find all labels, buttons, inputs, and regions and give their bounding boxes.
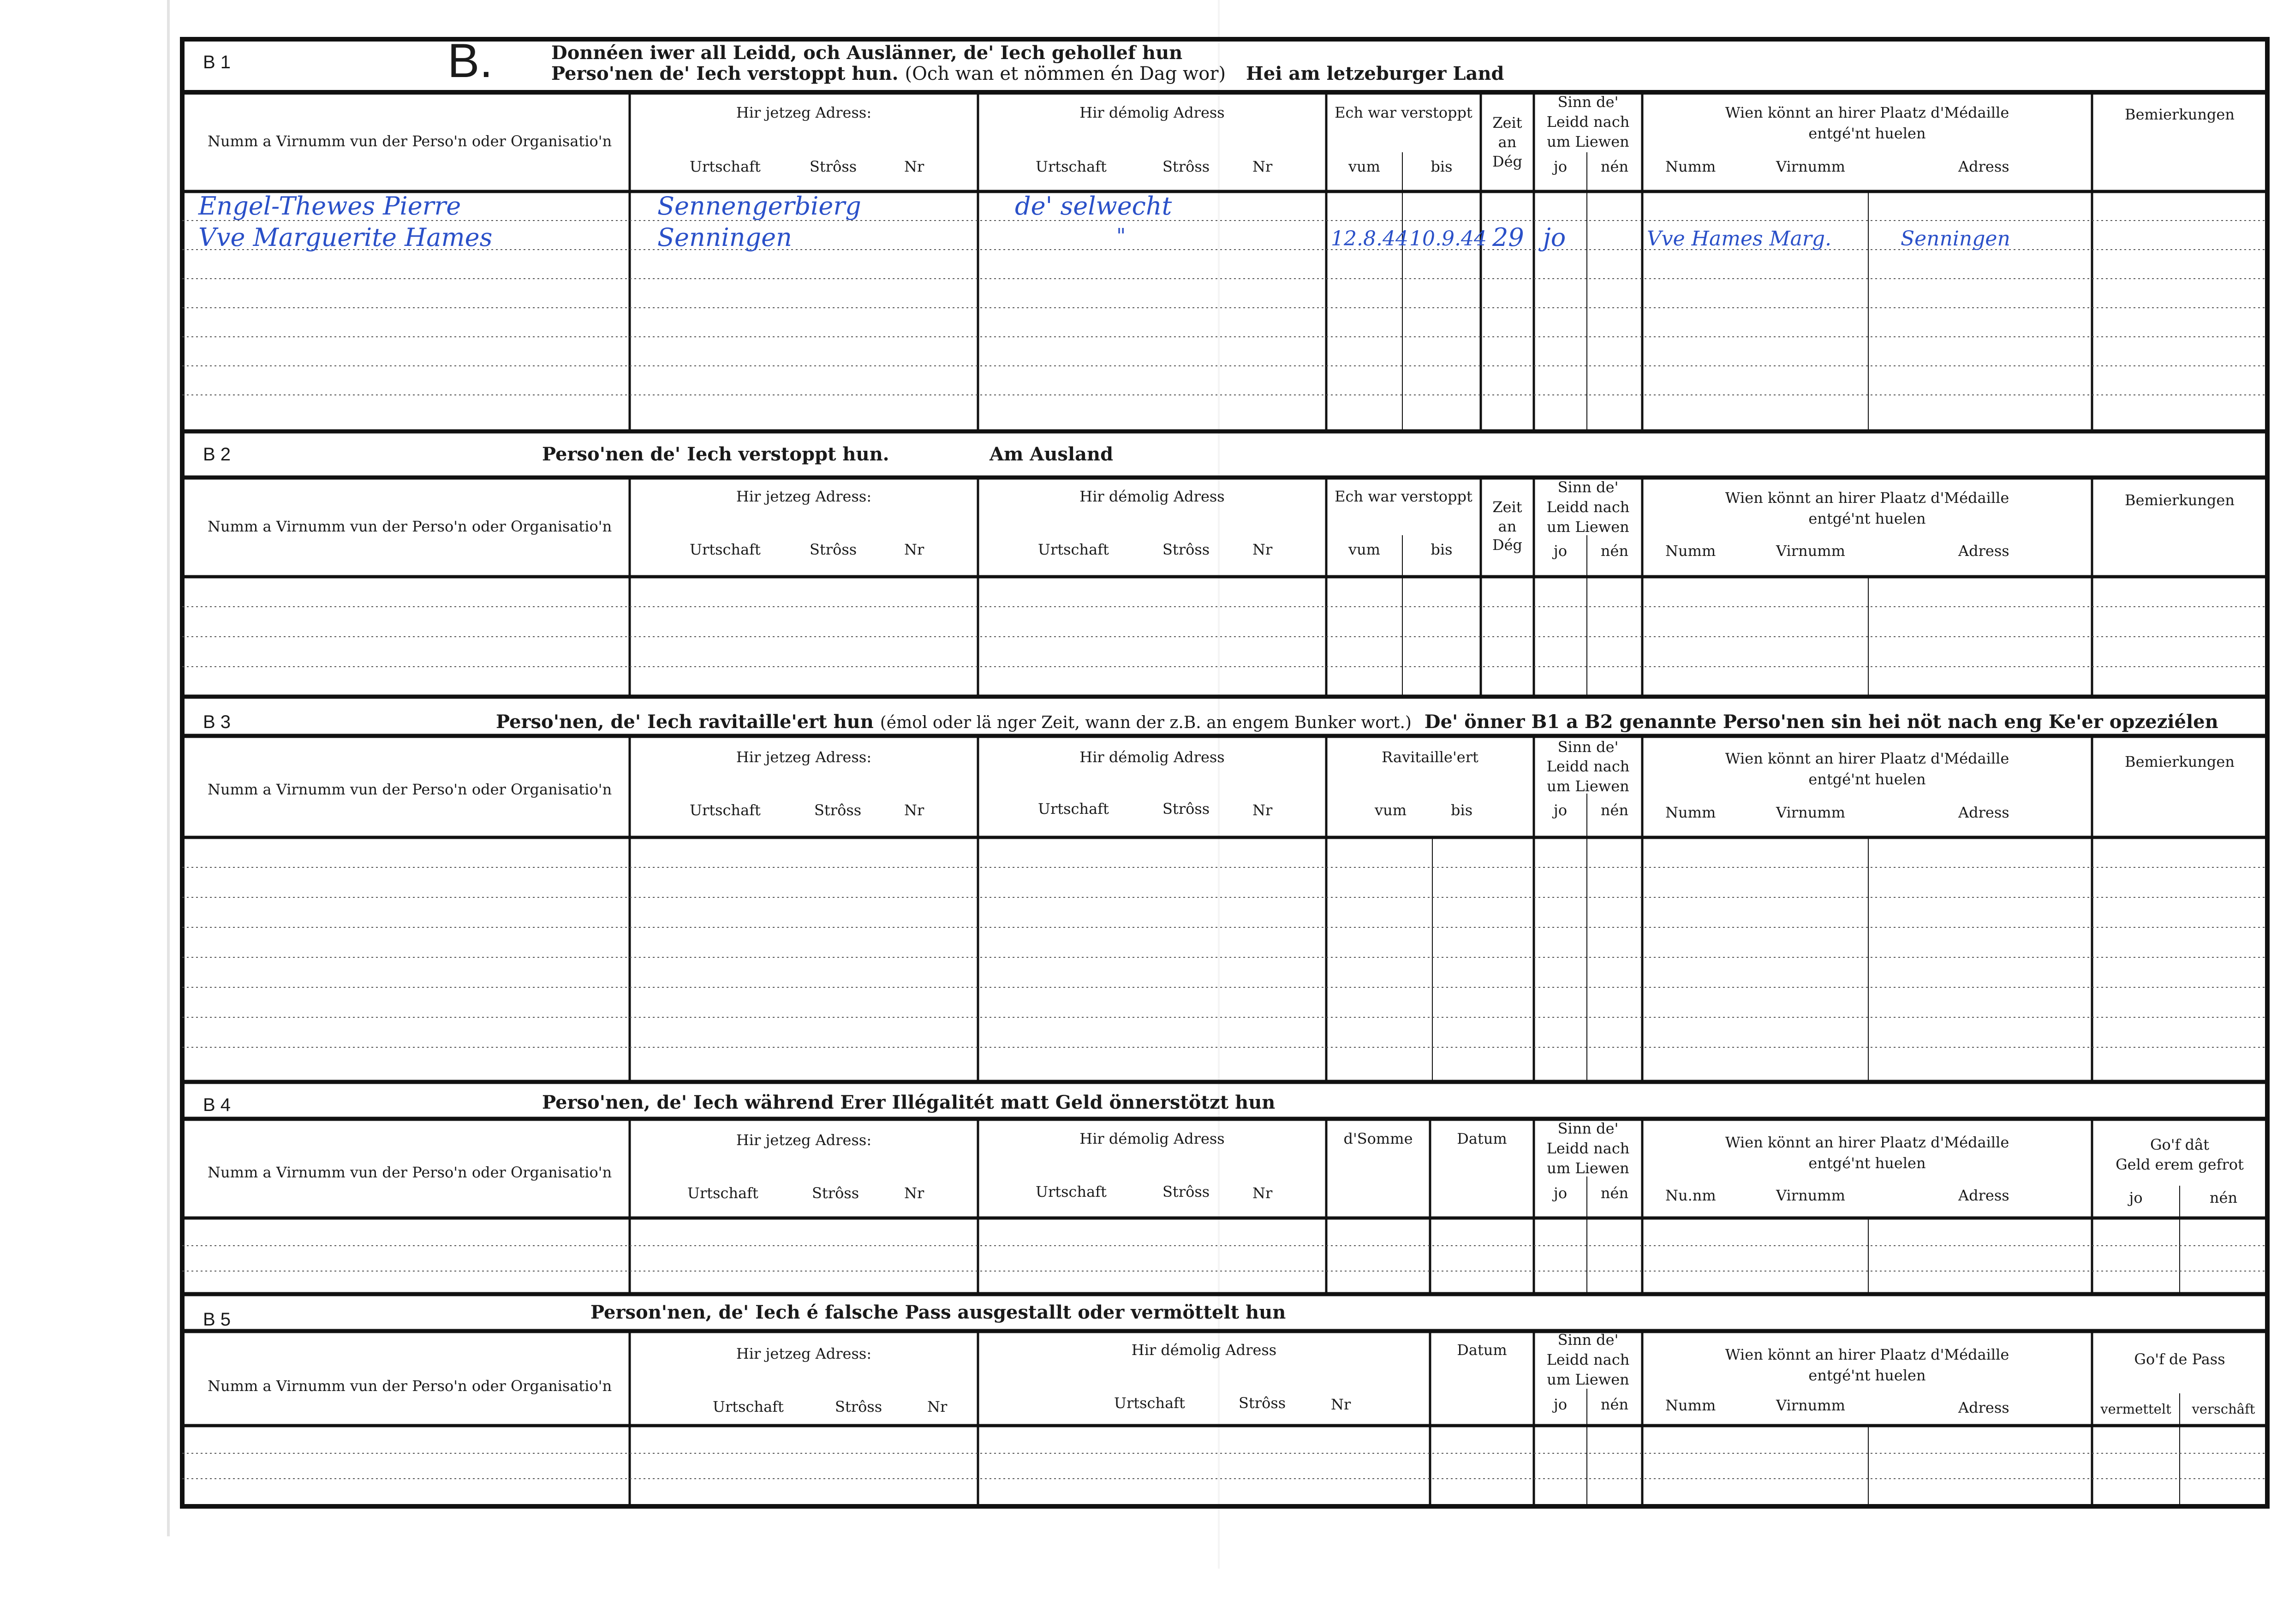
b3-cur-stross: Strôss bbox=[814, 801, 862, 819]
b1-entry2-former: " bbox=[1116, 224, 1126, 248]
b3-numm: Numm bbox=[1665, 804, 1716, 821]
b1-zeit: Zeit bbox=[1492, 114, 1522, 131]
b2-current-addr: Hir jetzeg Adress: bbox=[736, 488, 872, 505]
b1-sinn2: Leidd nach bbox=[1546, 113, 1630, 131]
b5-form-nr: Nr bbox=[1331, 1396, 1351, 1413]
b3-jo: jo bbox=[1553, 801, 1568, 819]
b3-title-b: (émol oder lä nger Zeit, wann der z.B. an engem Bunker wort.) bbox=[880, 713, 1412, 732]
b4-geld1: Go'f dât bbox=[2150, 1136, 2210, 1153]
b2-adress: Adress bbox=[1958, 542, 2009, 560]
b4-adress: Adress bbox=[1958, 1187, 2009, 1204]
b4-somme: d'Somme bbox=[1343, 1130, 1413, 1147]
b2-nen: nén bbox=[1600, 542, 1629, 560]
b5-sinn1: Sinn de' bbox=[1557, 1331, 1619, 1349]
section-code-b4: B 4 bbox=[203, 1095, 231, 1115]
b3-sinn1: Sinn de' bbox=[1557, 738, 1619, 756]
b2-numm: Numm bbox=[1665, 542, 1716, 560]
b5-vermettelt: vermettelt bbox=[2100, 1401, 2171, 1417]
b1-adress: Adress bbox=[1958, 158, 2009, 175]
b1-sinn3: um Liewen bbox=[1547, 133, 1629, 150]
b2-virnumm: Virnumm bbox=[1776, 542, 1845, 560]
b2-sinn2: Leidd nach bbox=[1546, 498, 1630, 516]
b1-entry1-current: Sennengerbierg bbox=[657, 191, 861, 221]
b1-numm: Numm bbox=[1665, 158, 1716, 175]
b1-virnumm: Virnumm bbox=[1776, 158, 1845, 175]
b3-form-nr: Nr bbox=[1252, 801, 1273, 819]
b2-former-addr: Hir démolig Adress bbox=[1079, 488, 1225, 505]
b5-name-col: Numm a Virnumm vun der Perso'n oder Organisatio'n bbox=[208, 1377, 612, 1395]
b1-entry1-former: de' selwecht bbox=[1015, 191, 1172, 221]
b3-title-c: De' önner B1 a B2 genannte Perso'nen sin hei nöt nach eng Ke'er opzeziélen bbox=[1424, 711, 2218, 733]
b4-sinn1: Sinn de' bbox=[1557, 1120, 1619, 1137]
b5-current-addr: Hir jetzeg Adress: bbox=[736, 1345, 872, 1362]
b1-hidden-header: Ech war verstoppt bbox=[1335, 104, 1472, 121]
b3-medal1: Wien könnt an hirer Plaatz d'Médaille bbox=[1725, 750, 2009, 767]
b2-sinn3: um Liewen bbox=[1547, 518, 1629, 536]
b1-sinn1: Sinn de' bbox=[1557, 93, 1619, 111]
b1-cur-nr: Nr bbox=[904, 158, 924, 175]
b2-hidden-header: Ech war verstoppt bbox=[1335, 488, 1472, 505]
b2-sinn1: Sinn de' bbox=[1557, 478, 1619, 496]
b2-form-nr: Nr bbox=[1252, 541, 1273, 558]
b3-vum: vum bbox=[1375, 801, 1407, 819]
b4-medal1: Wien könnt an hirer Plaatz d'Médaille bbox=[1725, 1134, 2009, 1151]
b2-medal2: entgé'nt huelen bbox=[1808, 510, 1926, 527]
b2-cur-stross: Strôss bbox=[810, 541, 857, 558]
b2-form-urtschaft: Urtschaft bbox=[1038, 541, 1109, 558]
b2-title: Perso'nen de' Iech verstoppt hun. bbox=[542, 443, 889, 465]
b4-numm: Nu.nm bbox=[1665, 1187, 1716, 1204]
b4-sinn3: um Liewen bbox=[1547, 1159, 1629, 1177]
b2-jo: jo bbox=[1553, 542, 1568, 560]
b3-current-addr: Hir jetzeg Adress: bbox=[736, 748, 872, 766]
b3-bis: bis bbox=[1451, 801, 1473, 819]
b1-cur-stross: Strôss bbox=[810, 158, 857, 175]
b1-bis: bis bbox=[1431, 158, 1453, 175]
b2-title2: Am Ausland bbox=[989, 443, 1114, 465]
b4-title: Perso'nen, de' Iech während Erer Illégalitét matt Geld önnerstötzt hun bbox=[542, 1092, 1276, 1113]
b1-form-nr: Nr bbox=[1252, 158, 1273, 175]
b5-cur-stross: Strôss bbox=[835, 1398, 882, 1415]
b5-datum: Datum bbox=[1457, 1341, 1507, 1359]
b4-form-urtschaft: Urtschaft bbox=[1036, 1183, 1107, 1200]
section-code-b3: B 3 bbox=[203, 712, 231, 732]
b4-cur-urtschaft: Urtschaft bbox=[687, 1184, 758, 1202]
b5-medal2: entgé'nt huelen bbox=[1808, 1367, 1926, 1384]
b4-geld-nen: nén bbox=[2209, 1189, 2238, 1206]
b4-virnumm: Virnumm bbox=[1776, 1187, 1845, 1204]
b5-medal1: Wien könnt an hirer Plaatz d'Médaille bbox=[1725, 1346, 2009, 1363]
b3-title bbox=[496, 713, 2218, 731]
b3-form-stross: Strôss bbox=[1162, 800, 1210, 818]
b1-entry2-alive: jo bbox=[1543, 223, 1566, 252]
b1-entry2-from: 12.8.44 bbox=[1331, 227, 1408, 251]
b5-title: Person'nen, de' Iech é falsche Pass ausgestallt oder vermöttelt hun bbox=[590, 1302, 1286, 1323]
b2-bis: bis bbox=[1431, 541, 1453, 558]
b3-cur-urtschaft: Urtschaft bbox=[690, 801, 761, 819]
b5-form-stross: Strôss bbox=[1239, 1394, 1286, 1412]
form-letter-b: B. bbox=[447, 34, 493, 88]
b5-cur-nr: Nr bbox=[927, 1398, 948, 1415]
b5-adress: Adress bbox=[1958, 1399, 2009, 1416]
b5-pass: Go'f de Pass bbox=[2134, 1350, 2225, 1368]
b2-vum: vum bbox=[1348, 541, 1381, 558]
b1-form-stross: Strôss bbox=[1162, 158, 1210, 175]
section-code-b1: B 1 bbox=[203, 52, 231, 72]
b1-form-urtschaft: Urtschaft bbox=[1036, 158, 1107, 175]
b3-virnumm: Virnumm bbox=[1776, 804, 1845, 821]
b5-jo: jo bbox=[1553, 1396, 1568, 1413]
b3-title-a: Perso'nen, de' Iech ravitaille'ert hun bbox=[496, 711, 874, 733]
b3-ravit: Ravitaille'ert bbox=[1382, 748, 1478, 766]
section-title-line1: Donnéen iwer all Leidd, och Auslänner, de' Iech gehollef hun bbox=[551, 42, 1183, 64]
b5-former-addr: Hir démolig Adress bbox=[1131, 1341, 1277, 1359]
b3-sinn2: Leidd nach bbox=[1546, 758, 1630, 775]
b1-entry2-name: Vve Marguerite Hames bbox=[198, 223, 493, 252]
b1-entry2-to: 10.9.44 bbox=[1409, 227, 1487, 251]
b2-bemierk: Bemierkungen bbox=[2125, 491, 2235, 509]
b5-cur-urtschaft: Urtschaft bbox=[713, 1398, 784, 1415]
b3-sinn3: um Liewen bbox=[1547, 777, 1629, 795]
b2-zeit: Zeit bbox=[1492, 498, 1522, 516]
b4-cur-nr: Nr bbox=[904, 1184, 924, 1202]
b1-nen: nén bbox=[1600, 158, 1629, 175]
b1-cur-urtschaft: Urtschaft bbox=[690, 158, 761, 175]
b1-bemierk: Bemierkungen bbox=[2125, 106, 2235, 123]
b1-entry2-current: Senningen bbox=[657, 223, 792, 252]
b4-geld2: Geld erem gefrot bbox=[2116, 1156, 2244, 1173]
b4-sinn2: Leidd nach bbox=[1546, 1140, 1630, 1157]
section-code-b2: B 2 bbox=[203, 444, 231, 465]
b1-entry2-claimant: Vve Hames Marg. bbox=[1647, 227, 1832, 251]
b3-cur-nr: Nr bbox=[904, 801, 924, 819]
b2-medal1: Wien könnt an hirer Plaatz d'Médaille bbox=[1725, 489, 2009, 507]
b3-form-urtschaft: Urtschaft bbox=[1038, 800, 1109, 818]
b2-form-stross: Strôss bbox=[1162, 541, 1210, 558]
b3-former-addr: Hir démolig Adress bbox=[1079, 748, 1225, 766]
b2-cur-nr: Nr bbox=[904, 541, 924, 558]
b1-entry2-days: 29 bbox=[1492, 223, 1524, 252]
b1-medal2: entgé'nt huelen bbox=[1808, 125, 1926, 142]
b2-name-col: Numm a Virnumm vun der Perso'n oder Organisatio'n bbox=[208, 518, 612, 535]
b4-form-nr: Nr bbox=[1252, 1184, 1273, 1202]
section-code-b5: B 5 bbox=[203, 1309, 231, 1330]
b4-jo: jo bbox=[1553, 1184, 1568, 1202]
b5-nen: nén bbox=[1600, 1396, 1629, 1413]
b3-bemierk: Bemierkungen bbox=[2125, 753, 2235, 770]
b5-virnumm: Virnumm bbox=[1776, 1397, 1845, 1414]
b1-former-addr: Hir démolig Adress bbox=[1079, 104, 1225, 121]
b1-vum: vum bbox=[1348, 158, 1381, 175]
b1-current-addr: Hir jetzeg Adress: bbox=[736, 104, 872, 121]
b4-current-addr: Hir jetzeg Adress: bbox=[736, 1131, 872, 1149]
b3-nen: nén bbox=[1600, 801, 1629, 819]
b1-zeit-deg: Dég bbox=[1492, 153, 1523, 170]
b2-zeit-deg: Dég bbox=[1492, 536, 1523, 554]
b4-geld-jo: jo bbox=[2129, 1189, 2143, 1206]
b4-former-addr: Hir démolig Adress bbox=[1079, 1130, 1225, 1147]
b1-jo: jo bbox=[1553, 158, 1568, 175]
b1-zeit-an: an bbox=[1498, 133, 1517, 151]
b4-medal2: entgé'nt huelen bbox=[1808, 1154, 1926, 1172]
title-note: (Och wan et nömmen én Dag wor) bbox=[905, 63, 1226, 84]
b1-medal1: Wien könnt an hirer Plaatz d'Médaille bbox=[1725, 104, 2009, 121]
b5-sinn2: Leidd nach bbox=[1546, 1351, 1630, 1368]
b4-name-col: Numm a Virnumm vun der Perso'n oder Organisatio'n bbox=[208, 1164, 612, 1181]
b2-cur-urtschaft: Urtschaft bbox=[690, 541, 761, 558]
b4-nen: nén bbox=[1600, 1184, 1629, 1202]
b1-name-col: Numm a Virnumm vun der Perso'n oder Organisatio'n bbox=[208, 132, 612, 150]
title-land: Hei am letzeburger Land bbox=[1246, 63, 1504, 84]
b5-verschaft: verschâft bbox=[2192, 1401, 2255, 1417]
b1-entry2-claimant-addr: Senningen bbox=[1901, 227, 2010, 251]
b3-name-col: Numm a Virnumm vun der Perso'n oder Organisatio'n bbox=[208, 781, 612, 798]
b1-entry1-name: Engel-Thewes Pierre bbox=[198, 191, 461, 221]
b3-adress: Adress bbox=[1958, 804, 2009, 821]
section-title-line2 bbox=[551, 65, 1504, 83]
b3-medal2: entgé'nt huelen bbox=[1808, 770, 1926, 788]
b5-sinn3: um Liewen bbox=[1547, 1371, 1629, 1388]
title-hidden: Perso'nen de' Iech verstoppt hun. bbox=[551, 63, 899, 84]
b4-cur-stross: Strôss bbox=[812, 1184, 859, 1202]
b5-form-urtschaft: Urtschaft bbox=[1114, 1394, 1185, 1412]
b2-zeit-an: an bbox=[1498, 518, 1517, 535]
b4-form-stross: Strôss bbox=[1162, 1183, 1210, 1200]
b4-datum: Datum bbox=[1457, 1130, 1507, 1147]
b5-numm: Numm bbox=[1665, 1397, 1716, 1414]
